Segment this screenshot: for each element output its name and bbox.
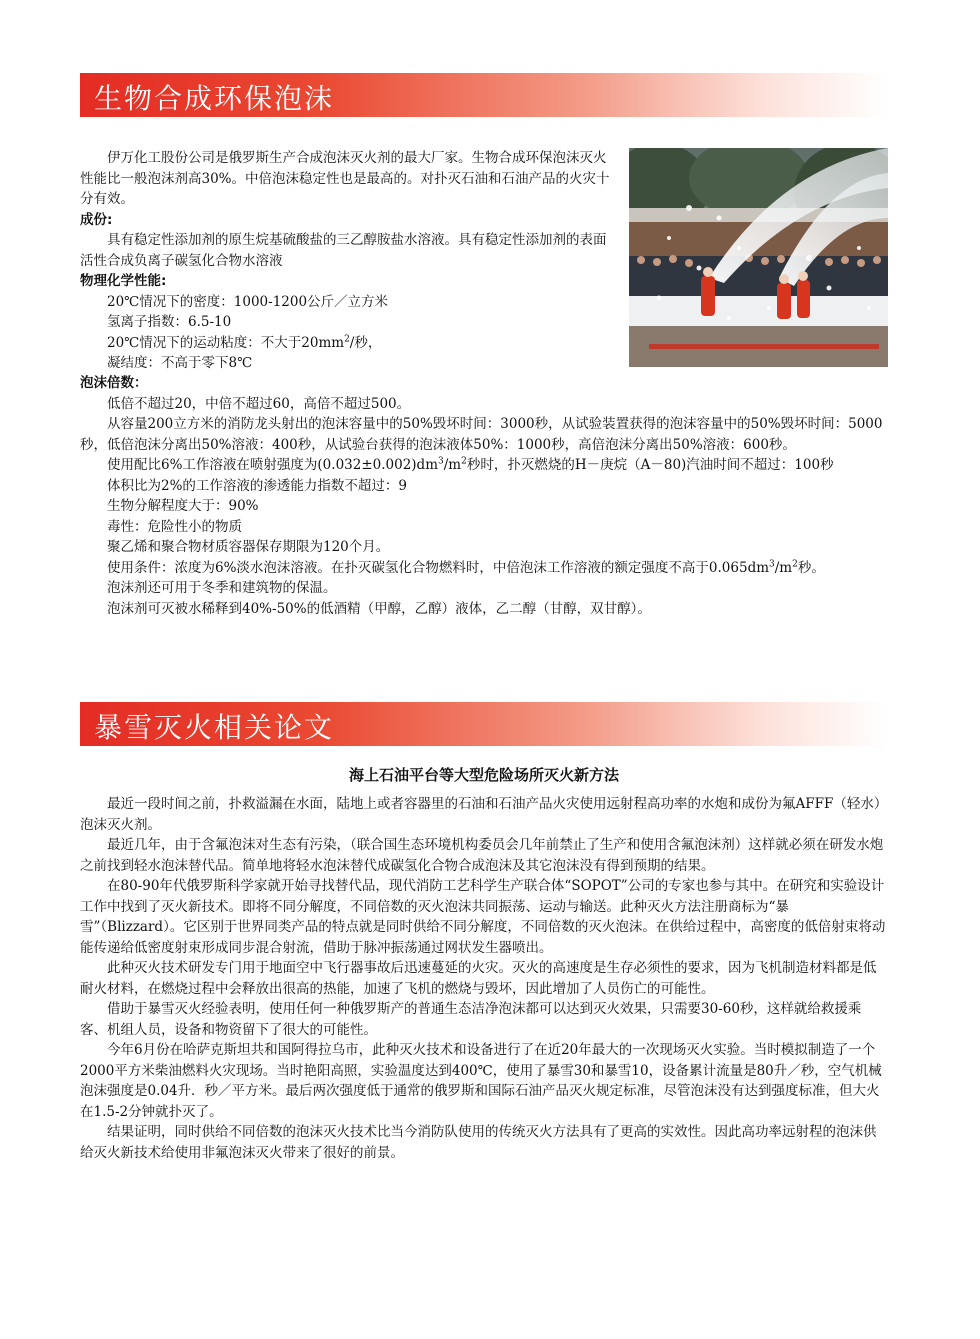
article-paragraph: 最近几年，由于含氟泡沫对生态有污染，（联合国生态环境机构委员会几年前禁止了生产和使用含氟泡沫剂）这样就必须在研发水炮之前找到轻水泡沫替代品。简单地将轻水泡沫替代成碳氢化合物合成泡沫及其它泡沫没有得到预期的结果。 [80, 837, 884, 874]
ph-line: 氢离子指数：6.5-10 [107, 314, 232, 330]
section-banner-blizzard [80, 702, 888, 746]
expansion-line: 低倍不超过20，中倍不超过60，高倍不超过500。 [107, 395, 411, 412]
article-title: 海上石油平台等大型危险场所灭火新方法 [348, 766, 619, 784]
wetting-line: 体积比为2%的工作溶液的渗透能力指数不超过：9 [107, 477, 408, 494]
article-paragraph: 结果证明，同时供给不同倍数的泡沫灭火技术比当今消防队使用的传统灭火方法具有了更高的实效性。因此高功率远射程的泡沫供给灭火新技术给使用非氟泡沫灭火带来了很好的前景。 [80, 1124, 877, 1161]
dilution-paragraph: 泡沫剂可灭被水稀释到40%-50%的低酒精（甲醇，乙醇）液体，乙二醇（甘醇，双甘醇）。 [107, 600, 651, 617]
section-title-blizzard: 暴雪灭火相关论文 [94, 711, 335, 744]
article-paragraph: 此种灭火技术研发专门用于地面空中飞行器事故后迅速蔓延的火灾。灭火的高速度是生存必须性的要求，因为飞机制造材料都是低耐火材料，在燃烧过程中会释放出很高的热能，加速了飞机的燃烧与毁坏，因此增加了人员伤亡的可能性。 [80, 960, 877, 997]
intro-paragraph: 伊万化工股份公司是俄罗斯生产合成泡沫灭火剂的最大厂家。生物合成环保泡沫灭火性能比一般泡沫剂高30%。中倍泡沫稳定性也是最高的。对扑灭石油和石油产品的火灾十分有效。 [80, 150, 610, 207]
section-banner-foam [80, 73, 888, 117]
foam-expansion-heading: 泡沫倍数： [80, 375, 148, 391]
article-paragraph: 在80-90年代俄罗斯科学家就开始寻找替代品，现代消防工艺科学生产联合体“SOPOT”公司的专家也参与其中。在研究和实验设计工作中找到了灭火新技术。即将不同分解度，不同倍数的灭火泡沫共同振荡、运动与输送。此种灭火方法注册商标为“暴雪”（Blizzard）。它区别于世界同类产品的特点就是同时供给不同分解度，不同倍数的灭火泡沫。在供给过程中，高密度的低倍射束将动能传递给低密度射束形成同步混合射流，借助于脉冲振荡通过网状发生器喷出。 [80, 878, 886, 956]
usage-paragraph: 使用条件：浓度为6%淡水泡沫溶液。在扑灭碳氢化合物燃料时，中倍泡沫工作溶液的额定强度不高于$0.065dm^3/m^2$秒。 [107, 559, 825, 576]
article-paragraph: 借助于暴雪灭火经验表明，使用任何一种俄罗斯产的普通生态洁净泡沫都可以达到灭火效果，只需要30-60秒，这样就给救援乘客、机组人员，设备和物资留下了很大的可能性。 [80, 1001, 862, 1038]
article-body [80, 794, 888, 1163]
storage-line: 聚乙烯和聚合物材质容器保存期限为120个月。 [107, 539, 390, 555]
section-title-foam: 生物合成环保泡沫 [94, 82, 335, 115]
composition-heading: 成份: [80, 211, 113, 228]
foam-properties-block [80, 373, 888, 619]
biodegradation-line: 生物分解程度大于：90% [107, 498, 259, 514]
toxicity-line: 毒性：危险性小的物质 [107, 518, 242, 535]
foam-intro-block [80, 148, 616, 374]
physchem-heading: 物理化学性能: [80, 273, 167, 289]
freezing-line: 凝结度：不高于零下8℃ [107, 355, 253, 371]
foam-test-photo [629, 148, 888, 367]
article-paragraph: 最近一段时间之前，扑救溢漏在水面，陆地上或者容器里的石油和石油产品火灾使用远射程高功率的水炮和成份为氟AFFF（轻水）泡沫灭火剂。 [80, 796, 888, 833]
density-line: 20℃情况下的密度：1000-1200公斤／立方米 [107, 293, 389, 310]
destruction-paragraph: 从容量200立方米的消防龙头射出的泡沫容量中的50%毁坏时间：3000秒，从试验装置获得的泡沫容量中的50%毁坏时间：5000秒，低倍泡沫分离出50%溶液：400秒，从试验台获得的泡沫液体50%：1000秒，高倍泡沫分离出50%溶液：600秒。 [80, 416, 883, 453]
extinguish-paragraph: 使用配比6%工作溶液在喷射强度为$(0.032\pm 0.002)dm^3/m^2$秒时，扑灭燃烧的H－庚烷（A－80)汽油时间不超过：100秒 [107, 456, 834, 473]
composition-text: 具有稳定性添加剂的原生烷基硫酸盐的三乙醇胺盐水溶液。具有稳定性添加剂的表面活性合成负离子碳氢化合物水溶液 [80, 232, 607, 269]
article-paragraph: 今年6月份在哈萨克斯坦共和国阿得拉乌市，此种灭火技术和设备进行了在近20年最大的一次现场灭火实验。当时模拟制造了一个2000平方米柴油燃料火灾现场。当时艳阳高照，实验温度达到400℃，使用了暴雪30和暴雪10，设备累计流量是80升／秒，空气机械泡沫强度是0.04升．秒／平方米。最后两次强度低于通常的俄罗斯和国际石油产品灭火规定标准，尽管泡沫没有达到强度标准，但大火在1.5-2分钟就扑灭了。 [80, 1042, 882, 1120]
viscosity-line: 20℃情况下的运动粘度：不大于$20mm^2/$秒， [107, 334, 382, 351]
insulation-line: 泡沫剂还可用于冬季和建筑物的保温。 [107, 580, 337, 596]
